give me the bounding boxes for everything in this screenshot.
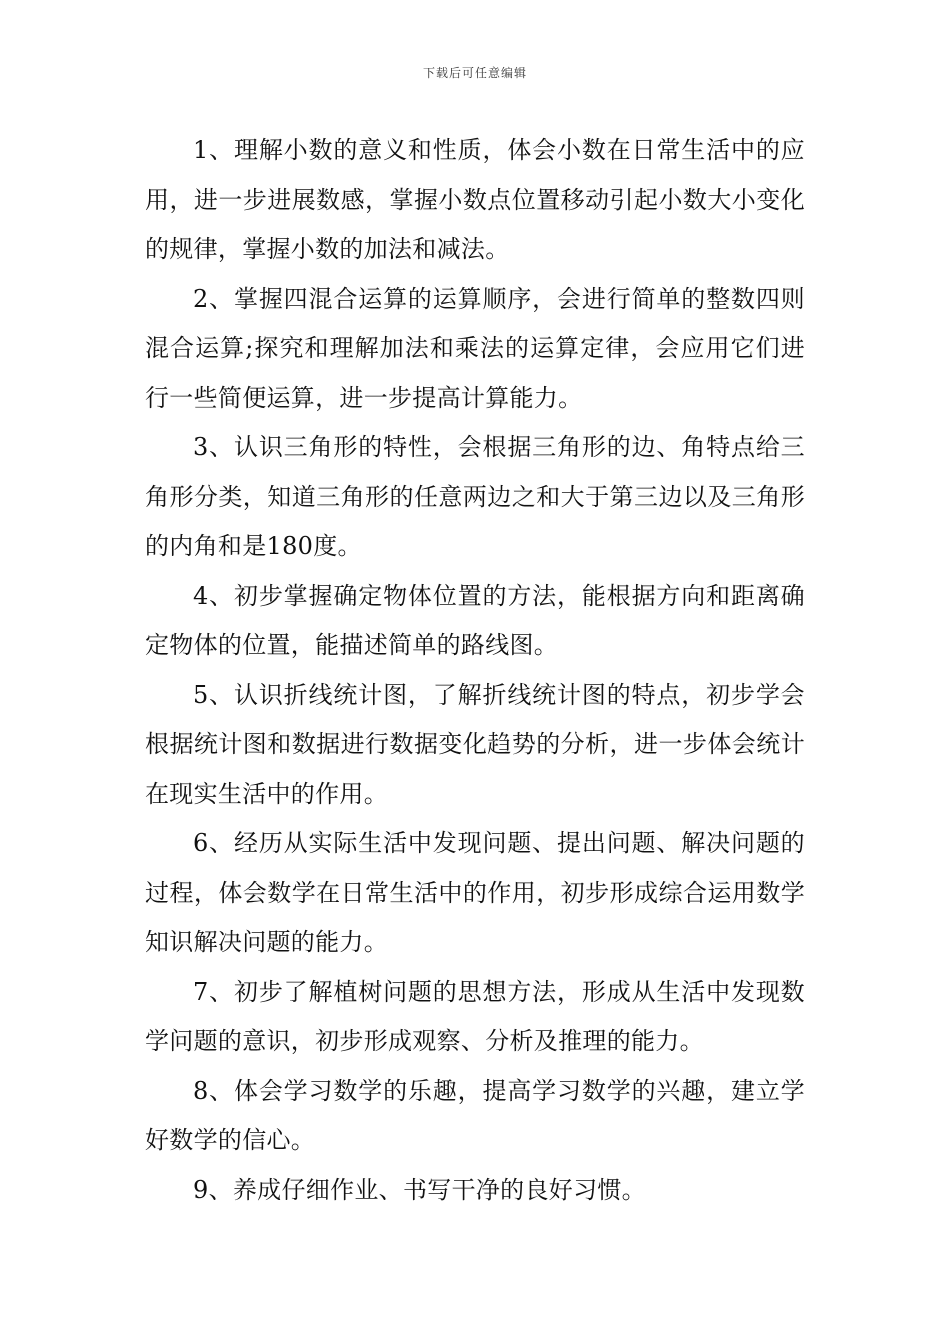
header-note: 下载后可任意编辑: [422, 66, 527, 80]
paragraph-1: 1、理解小数的意义和性质，体会小数在日常生活中的应用，进一步进展数感，掌握小数点位置移动引起小数大小变化的规律，掌握小数的加法和减法。: [145, 136, 805, 263]
document-body: [145, 126, 805, 1215]
paragraph-4: 4、初步掌握确定物体位置的方法，能根据方向和距离确定物体的位置，能描述简单的路线图。: [145, 581, 805, 659]
paragraph-9: 9、养成仔细作业、书写干净的良好习惯。: [193, 1175, 646, 1204]
paragraph-7: 7、初步了解植树问题的思想方法，形成从生活中发现数学问题的意识，初步形成观察、分析及推理的能力。: [145, 977, 805, 1055]
paragraph-6: 6、经历从实际生活中发现问题、提出问题、解决问题的过程，体会数学在日常生活中的作用，初步形成综合运用数学知识解决问题的能力。: [145, 829, 805, 956]
paragraph-5: 5、认识折线统计图，了解折线统计图的特点，初步学会根据统计图和数据进行数据变化趋势的分析，进一步体会统计在现实生活中的作用。: [145, 680, 805, 808]
paragraph-3: 3、认识三角形的特性，会根据三角形的边、角特点给三角形分类，知道三角形的任意两边之和大于第三边以及三角形的内角和是180度。: [145, 433, 805, 560]
paragraph-8: 8、体会学习数学的乐趣，提高学习数学的兴趣，建立学好数学的信心。: [145, 1076, 805, 1154]
paragraph-2: 2、掌握四混合运算的运算顺序，会进行简单的整数四则混合运算;探究和理解加法和乘法的运算定律，会应用它们进行一些简便运算，进一步提高计算能力。: [145, 284, 805, 412]
